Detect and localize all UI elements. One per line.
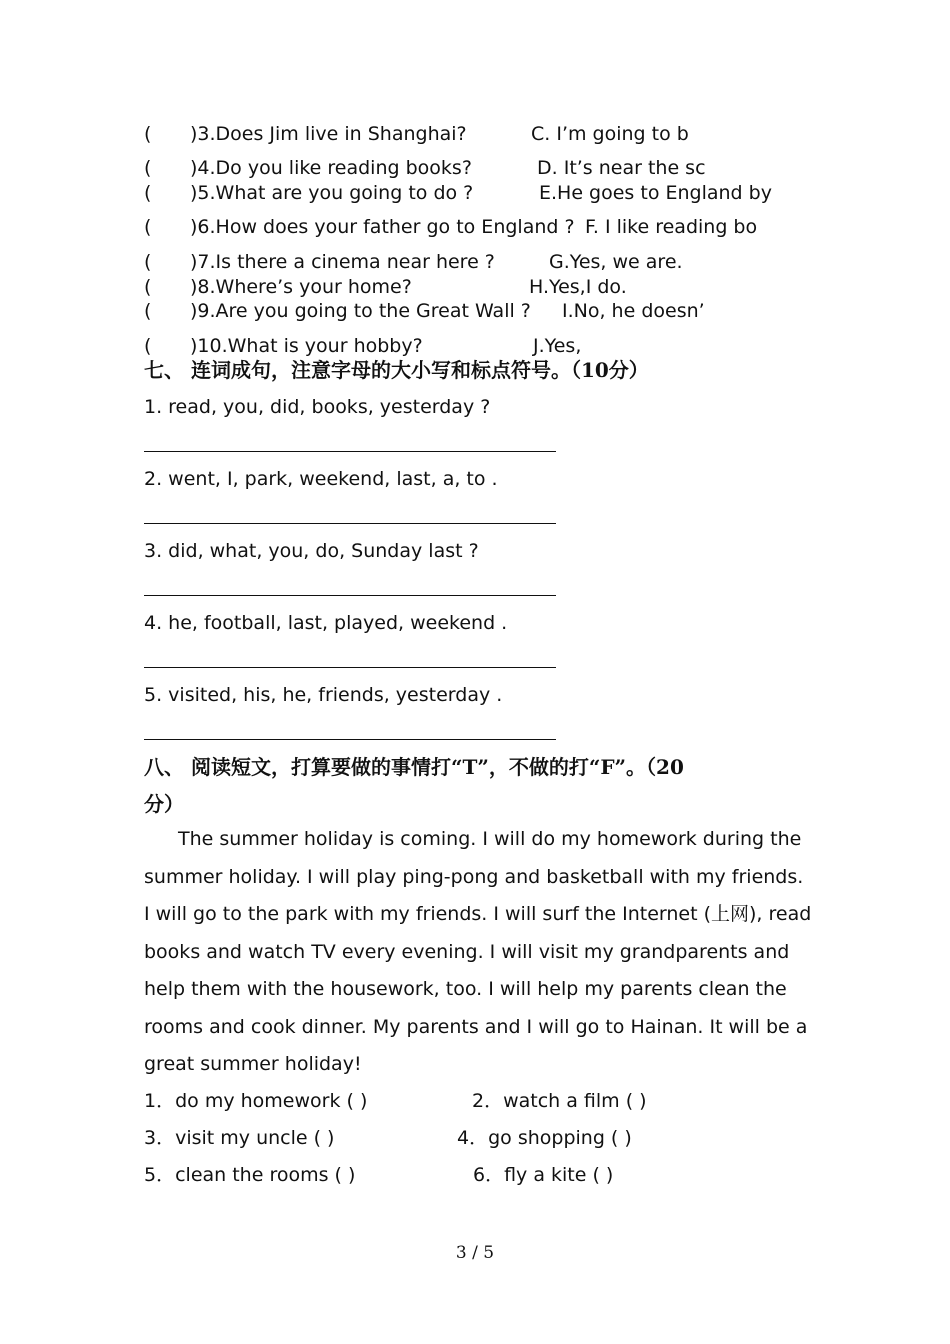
sentence-item-2: 2. went, I, park, weekend, last, a, to . [144, 468, 498, 490]
sentence-item-1: 1. read, you, did, books, yesterday ? [144, 396, 491, 418]
section-7-title: 七、 连词成句，注意字母的大小写和标点符号。（10分） [144, 358, 649, 382]
matching-answer-d: D. It’s near the sc [537, 157, 706, 179]
matching-question-3: ( )3.Does Jim live in Shanghai? [144, 123, 467, 145]
matching-answer-g: G.Yes, we are. [549, 251, 683, 273]
reading-passage: The summer holiday is coming. I will do my homework during the summer holiday. I will play ping-pong and basketball with my friends. I will go to the park with my friends. I will surf the Internet (上网), read books and watch TV every evening. I will visit my grandparents and help them with the housework, too. I will help my parents clean the rooms and cook dinner. My parents and I will go to Hainan. It will be a great summer holiday! [144, 828, 812, 1075]
page-number: 3 / 5 [455, 1243, 495, 1263]
tf-question-1: 1．do my homework ( ) [144, 1090, 368, 1112]
matching-question-6: ( )6.How does your father go to England ? [144, 216, 575, 238]
matching-answer-f: F. I like reading bo [585, 216, 758, 238]
answer-line-1[interactable] [144, 451, 556, 452]
sentence-item-4: 4. he, football, last, played, weekend . [144, 612, 508, 634]
answer-line-2[interactable] [144, 523, 556, 524]
answer-line-5[interactable] [144, 739, 556, 740]
tf-question-3: 3．visit my uncle ( ) [144, 1127, 335, 1149]
matching-answer-j: J.Yes, [533, 335, 582, 357]
matching-answer-h: H.Yes,I do. [529, 276, 627, 298]
matching-question-7: ( )7.Is there a cinema near here ? [144, 251, 495, 273]
tf-question-6: 6．fly a kite ( ) [473, 1164, 614, 1186]
section-8-title-line1: 八、 阅读短文，打算要做的事情打“T”，不做的打“F”。（20 [144, 755, 684, 779]
section-8-title-line2: 分） [144, 792, 184, 816]
matching-answer-c: C. I’m going to b [531, 123, 689, 145]
matching-question-4: ( )4.Do you like reading books? [144, 157, 472, 179]
answer-line-3[interactable] [144, 595, 556, 596]
sentence-item-3: 3. did, what, you, do, Sunday last ? [144, 540, 479, 562]
answer-line-4[interactable] [144, 667, 556, 668]
tf-question-2: 2．watch a film ( ) [472, 1090, 647, 1112]
matching-question-5: ( )5.What are you going to do ? [144, 182, 474, 204]
matching-question-9: ( )9.Are you going to the Great Wall ? [144, 300, 531, 322]
matching-answer-i: I.No, he doesn’ [562, 300, 705, 322]
tf-question-5: 5．clean the rooms ( ) [144, 1164, 356, 1186]
matching-question-8: ( )8.Where’s your home? [144, 276, 412, 298]
tf-question-4: 4．go shopping ( ) [457, 1127, 632, 1149]
sentence-item-5: 5. visited, his, he, friends, yesterday . [144, 684, 503, 706]
matching-question-10: ( )10.What is your hobby? [144, 335, 423, 357]
matching-answer-e: E.He goes to England by [539, 182, 772, 204]
